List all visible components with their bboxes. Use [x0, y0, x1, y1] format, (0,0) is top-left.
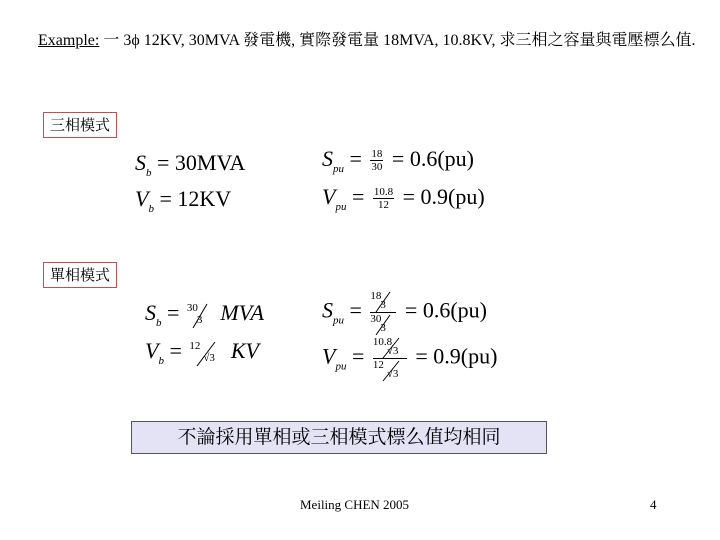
- page-number: 4: [650, 497, 657, 512]
- eq-vb-three-phase: $V_b = 12KV$: [135, 186, 232, 215]
- conclusion-banner: 不論採用單相或三相模式標么值均相同: [131, 421, 547, 454]
- sb-slash-fraction: 30 3: [187, 302, 213, 328]
- eq-sb-three-phase: $S_b = 30MVA$: [135, 150, 246, 179]
- three-phase-label: 三相模式: [43, 112, 117, 138]
- single-phase-label: 單相模式: [43, 262, 117, 288]
- eq-vb-single-phase: $V_b$ = 12 √3 KV: [145, 338, 259, 367]
- footer-author: Meiling CHEN 2005: [300, 497, 410, 512]
- eq-vpu-three-phase: $V_{pu}$ = $\frac{10.8}{12}$ = 0.9(pu): [322, 184, 485, 213]
- eq-sb-single-phase: $S_b$ = 30 3 MVA: [145, 300, 264, 329]
- example-label: Example:: [38, 32, 100, 49]
- example-statement: [38, 30, 698, 52]
- vpu-fraction: $\frac{10.8}{12}$: [373, 186, 394, 212]
- eq-spu-three-phase: $S_{pu}$ = $\frac{18}{30}$ = 0.6(pu): [322, 146, 474, 175]
- example-text: 一 3ϕ 12KV, 30MVA 發電機, 實際發電量 18MVA, 10.8KV, 求三相之容量與電壓標么值.: [99, 32, 696, 49]
- vpu-compound-fraction: 10.8 √3 12 √3: [373, 336, 407, 381]
- spu-fraction: $\frac{18}{30}$: [371, 148, 383, 174]
- eq-spu-single-phase: $S_{pu}$ = 18 3 30 3 = 0.6(pu): [322, 290, 487, 334]
- spu-compound-fraction: 18 3 30 3: [370, 290, 396, 335]
- eq-vpu-single-phase: $V_{pu}$ = 10.8 √3 12 √3 = 0.9(pu): [322, 336, 498, 380]
- vb-slash-fraction: 12 √3: [189, 339, 215, 364]
